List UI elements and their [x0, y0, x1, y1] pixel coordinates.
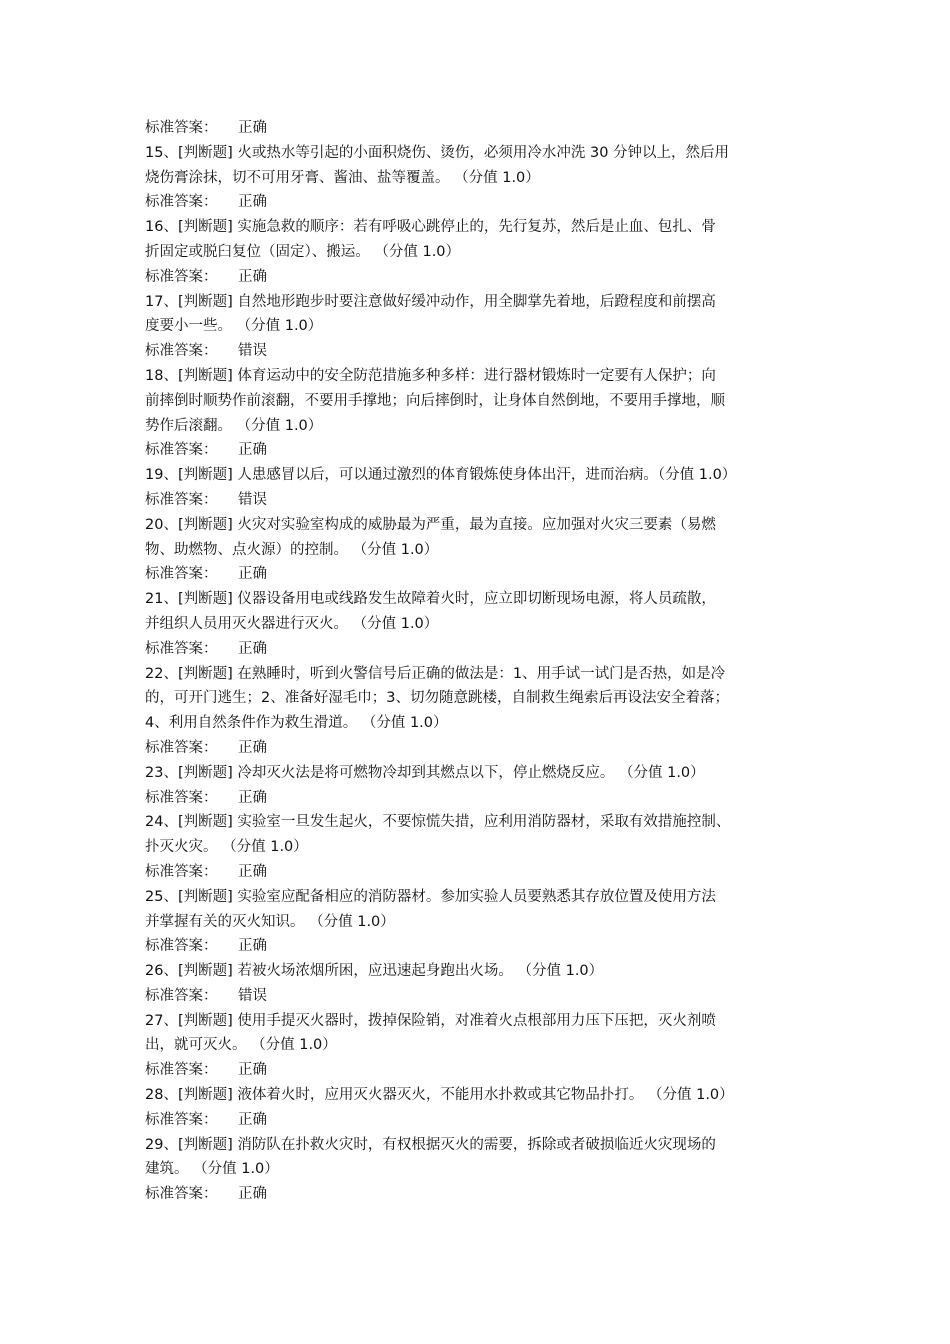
answer-value: 正确: [238, 863, 267, 880]
answer-line: [145, 339, 810, 364]
answer-value: 错误: [238, 343, 267, 360]
question-text-line: 15、[判断题] 火或热水等引起的小面积烧伤、烫伤，必须用冷水冲洗 30 分钟以上，然后用: [145, 144, 730, 161]
answer-label: 标准答案：: [145, 268, 218, 285]
answer-line: [145, 736, 810, 761]
question-item: [145, 513, 810, 587]
question-text-line: 建筑。 （分值 1.0）: [145, 1161, 279, 1178]
answer-line: [145, 265, 810, 290]
question-text-line: 26、[判断题] 若被火场浓烟所困，应迅速起身跑出火场。 （分值 1.0）: [145, 963, 604, 980]
answer-label: 标准答案：: [145, 640, 218, 657]
answer-label: 标准答案：: [145, 1111, 218, 1128]
answer-line: [145, 786, 810, 811]
answer-label: 标准答案：: [145, 1062, 218, 1079]
question-text-line: 28、[判断题] 液体着火时，应用灭火器灭火，不能用水扑救或其它物品扑打。 （分值 1.0）: [145, 1087, 734, 1104]
question-text-line: 19、[判断题] 人患感冒以后，可以通过激烈的体育锻炼使身体出汗，进而治病。（分值 1.0）: [145, 467, 737, 484]
question-text-line: 21、[判断题] 仪器设备用电或线路发生故障着火时，应立即切断现场电源，将人员疏散，: [145, 591, 716, 608]
document-page: [145, 116, 810, 1207]
question-text-line: 29、[判断题] 消防队在扑救火灾时，有权根据灭火的需要，拆除或者破损临近火灾现场的: [145, 1136, 716, 1153]
answer-label: 标准答案：: [145, 491, 218, 508]
answer-line: [145, 190, 810, 215]
question-text-line: 并组织人员用灭火器进行灭火。 （分值 1.0）: [145, 615, 439, 632]
question-text-line: 22、[判断题] 在熟睡时，听到火警信号后正确的做法是：1、用手试一试门是否热，如是冷: [145, 665, 726, 682]
question-text-line: 折固定或脱臼复位（固定）、搬运。 （分值 1.0）: [145, 243, 461, 260]
question-item: [145, 810, 810, 884]
answer-label: 标准答案：: [145, 120, 218, 136]
answer-label: 标准答案：: [145, 789, 218, 806]
answer-label: 标准答案：: [145, 1186, 218, 1203]
answer-line: [145, 1108, 810, 1133]
answer-line: [145, 562, 810, 587]
question-text-line: 16、[判断题] 实施急救的顺序：若有呼吸心跳停止的，先行复苏，然后是止血、包扎、骨: [145, 219, 716, 236]
question-text-line: 并掌握有关的灭火知识。 （分值 1.0）: [145, 913, 395, 930]
question-item: [145, 587, 810, 661]
answer-line: [145, 438, 810, 463]
question-list: [145, 141, 810, 1207]
question-text-line: 23、[判断题] 冷却灭火法是将可燃物冷却到其燃点以下，停止燃烧反应。 （分值 1.0）: [145, 764, 705, 781]
question-text-line: 27、[判断题] 使用手提灭火器时，拨掉保险销，对准着火点根部用力压下压把，灭火剂喷: [145, 1012, 716, 1029]
question-text-line: 前摔倒时顺势作前滚翻，不要用手撑地；向后摔倒时，让身体自然倒地，不要用手撑地，顺: [145, 392, 725, 409]
question-text-line: 的，可开门逃生；2、准备好湿毛巾；3、切勿随意跳楼，自制救生绳索后再设法安全着落；: [145, 690, 729, 707]
answer-label: 标准答案：: [145, 938, 218, 955]
answer-label: 标准答案：: [145, 194, 218, 211]
answer-value: 正确: [238, 938, 267, 955]
question-item: [145, 215, 810, 289]
answer-line: [145, 637, 810, 662]
answer-label: 标准答案：: [145, 987, 218, 1004]
question-text-line: 出，就可灭火。 （分值 1.0）: [145, 1037, 337, 1054]
answer-line: [145, 934, 810, 959]
question-item: [145, 885, 810, 959]
answer-line: [145, 860, 810, 885]
answer-label: 标准答案：: [145, 863, 218, 880]
answer-value: 正确: [238, 739, 267, 756]
question-text-line: 25、[判断题] 实验室应配备相应的消防器材。参加实验人员要熟悉其存放位置及使用方法: [145, 888, 716, 905]
answer-label: 标准答案：: [145, 442, 218, 459]
question-text-line: 17、[判断题] 自然地形跑步时要注意做好缓冲动作，用全脚掌先着地，后蹬程度和前摆高: [145, 293, 716, 310]
question-text-line: 度要小一些。 （分值 1.0）: [145, 318, 323, 335]
question-text-line: 物、助燃物、点火源）的控制。 （分值 1.0）: [145, 541, 439, 558]
answer-label: 标准答案：: [145, 343, 218, 360]
question-item: [145, 662, 810, 761]
question-item: [145, 364, 810, 463]
answer-value: 错误: [238, 987, 267, 1004]
question-text-line: 扑灭火灾。 （分值 1.0）: [145, 839, 308, 856]
question-item: [145, 1083, 810, 1133]
answer-value: 正确: [238, 268, 267, 285]
question-text-line: 4、利用自然条件作为救生滑道。 （分值 1.0）: [145, 715, 448, 732]
question-item: [145, 959, 810, 1009]
answer-value: 正确: [238, 1186, 267, 1203]
answer-value: 正确: [238, 120, 267, 136]
answer-value: 正确: [238, 789, 267, 806]
answer-line: [145, 488, 810, 513]
answer-line: [145, 1058, 810, 1083]
answer-label: 标准答案：: [145, 739, 218, 756]
question-text-line: 势作后滚翻。 （分值 1.0）: [145, 417, 323, 434]
answer-value: 正确: [238, 442, 267, 459]
question-text-line: 烧伤膏涂抹，切不可用牙膏、酱油、盐等覆盖。 （分值 1.0）: [145, 169, 540, 186]
answer-value: 错误: [238, 491, 267, 508]
answer-value: 正确: [238, 1062, 267, 1079]
question-item: [145, 761, 810, 811]
question-item: [145, 141, 810, 215]
answer-value: 正确: [238, 194, 267, 211]
answer-value: 正确: [238, 640, 267, 657]
question-text-line: 24、[判断题] 实验室一旦发生起火，不要惊慌失措，应利用消防器材，采取有效措施控制、: [145, 814, 731, 831]
lead-answer: [145, 116, 810, 141]
question-item: [145, 1009, 810, 1083]
answer-label: 标准答案：: [145, 566, 218, 583]
question-item: [145, 290, 810, 364]
answer-line: [145, 1182, 810, 1207]
question-item: [145, 463, 810, 513]
answer-value: 正确: [238, 566, 267, 583]
answer-line: [145, 984, 810, 1009]
question-item: [145, 1133, 810, 1207]
answer-value: 正确: [238, 1111, 267, 1128]
question-text-line: 18、[判断题] 体育运动中的安全防范措施多种多样：进行器材锻炼时一定要有人保护；向: [145, 367, 716, 384]
question-text-line: 20、[判断题] 火灾对实验室构成的威胁最为严重，最为直接。应加强对火灾三要素（易燃: [145, 516, 716, 533]
